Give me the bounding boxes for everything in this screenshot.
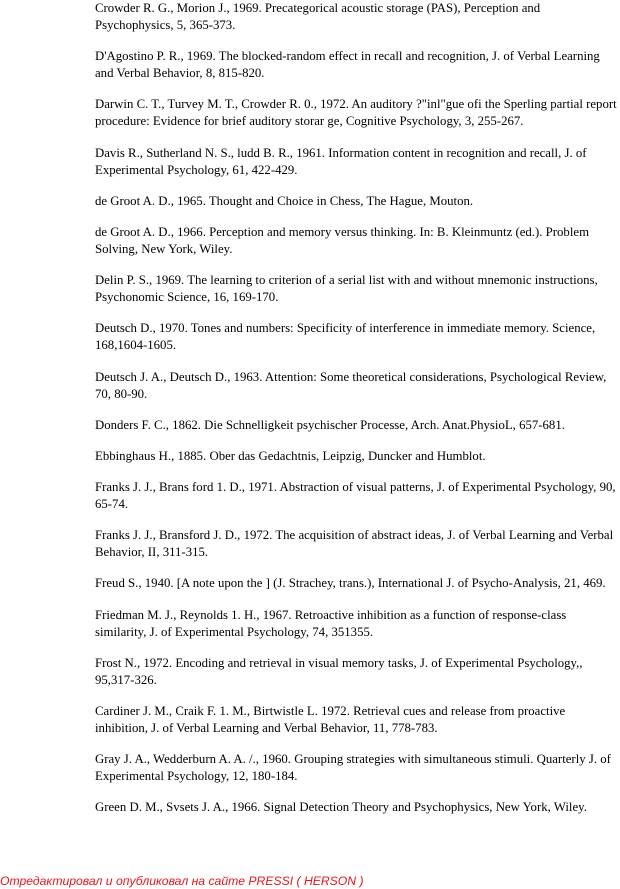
reference-entry: Gray J. A., Wedderburn A. A. /., 1960. Grouping strategies with simultaneous stimuli. Quarterly J. of Experimental Psychology, 12, 180-184.: [95, 752, 611, 784]
reference-entry: de Groot A. D., 1966. Perception and memory versus thinking. In: B. Kleinmuntz (ed.). Problem Solving, New York, Wiley.: [95, 224, 590, 256]
reference-entry: Delin P. S., 1969. The learning to criterion of a serial list with and without mnemonic instructions, Psychonomic Science, 16, 169-170.: [95, 273, 598, 305]
reference-entry: D'Agostino P. R., 1969. The blocked-random effect in recall and recognition, J. of Verbal Learning and Verbal Behavior, 8, 815-820.: [95, 49, 600, 81]
reference-entry: Davis R., Sutherland N. S., ludd B. R., 1961. Information content in recognition and recall, J. of Experimental Psychology, 61, 422-429.: [95, 145, 587, 177]
reference-entry: Deutsch J. A., Deutsch D., 1963. Attention: Some theoretical considerations, Psychological Review, 70, 80-90.: [95, 369, 607, 401]
reference-entry: Crowder R. G., Morion J., 1969. Precategorical acoustic storage (PAS), Perception and Psychophysics, 5, 365-373.: [95, 1, 541, 32]
reference-entry: Cardiner J. M., Craik F. 1. M., Birtwistle L. 1972. Retrieval cues and release from proactive inhibition, J. of Verbal Learning and Verbal Behavior, 11, 778-783.: [95, 704, 566, 735]
reference-entry: Frost N., 1972. Encoding and retrieval in visual memory tasks, J. of Experimental Psychology,, 95,317-326.: [95, 655, 583, 687]
reference-entry: Darwin C. T., Turvey M. T., Crowder R. 0., 1972. An auditory ?"inl"gue ofi the Sperling partial report procedure: Evidence for brief auditory storar ge, Cognitive Psychology, 3, 255-267.: [95, 97, 617, 129]
publisher-footer-note: Отредактировал и опубликовал на сайте PRESSI ( HERSON ): [0, 874, 364, 888]
reference-entry: Ebbinghaus H., 1885. Ober das Gedachtnis, Leipzig, Duncker and Humblot.: [95, 448, 486, 463]
reference-entry: Freud S., 1940. [A note upon the ] (J. Strachey, trans.), International J. of Psycho-Analysis, 21, 469.: [95, 576, 606, 591]
reference-list: [95, 0, 620, 831]
reference-entry: Franks J. J., Bransford J. D., 1972. The acquisition of abstract ideas, J. of Verbal Learning and Verbal Behavior, II, 311-315.: [95, 528, 614, 560]
reference-entry: Franks J. J., Brans ford 1. D., 1971. Abstraction of visual patterns, J. of Experimental Psychology, 90, 65-74.: [95, 480, 616, 512]
reference-entry: Green D. M., Svsets J. A., 1966. Signal Detection Theory and Psychophysics, New York, Wiley.: [95, 800, 587, 815]
reference-entry: de Groot A. D., 1965. Thought and Choice in Chess, The Hague, Mouton.: [95, 193, 474, 208]
reference-entry: Friedman M. J., Reynolds 1. H., 1967. Retroactive inhibition as a function of response-class similarity, J. of Experimental Psychology, 74, 351355.: [95, 607, 567, 639]
reference-entry: Donders F. C., 1862. Die Schnelligkeit psychischer Processe, Arch. Anat.PhysioL, 657-681.: [95, 417, 565, 432]
reference-entry: Deutsch D., 1970. Tones and numbers: Specificity of interference in immediate memory. Science, 168,1604-1605.: [95, 321, 596, 353]
